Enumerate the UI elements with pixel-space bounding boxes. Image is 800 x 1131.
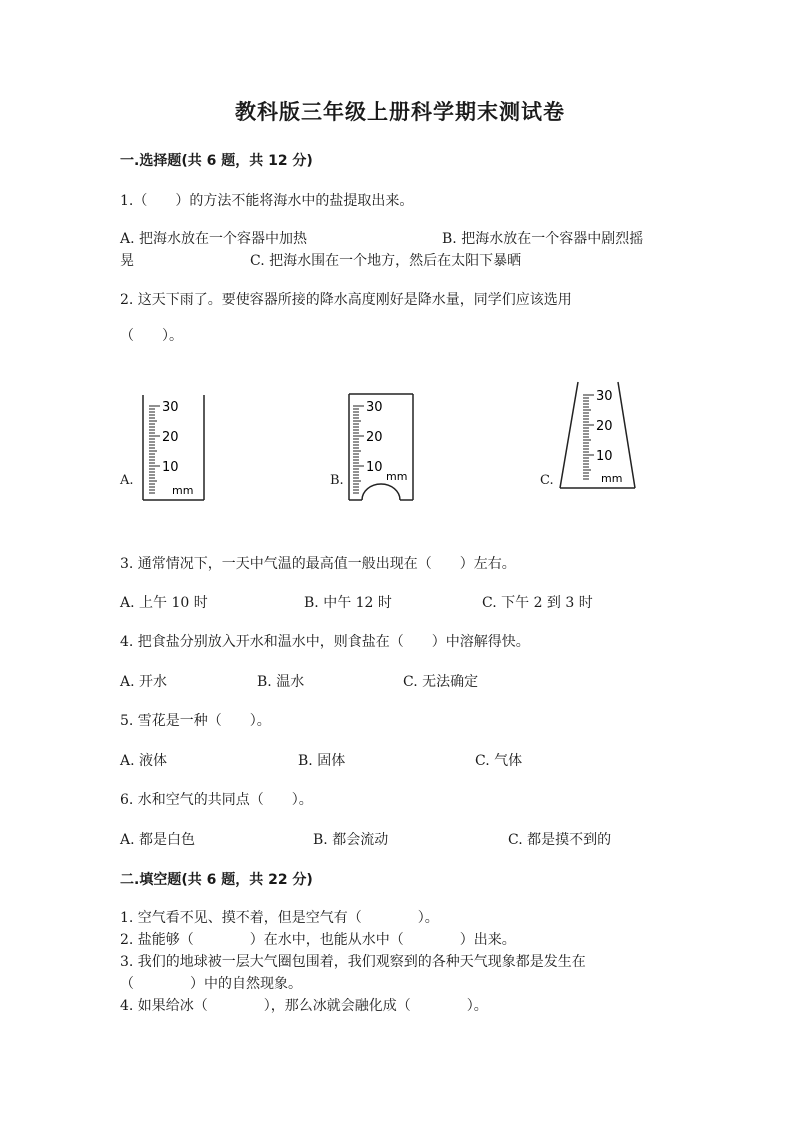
question-4-option-c: C. 无法确定 <box>403 674 479 690</box>
tick-label: 20 <box>162 430 179 445</box>
fill-question-3-continued: （ ）中的自然现象。 <box>120 976 302 992</box>
tick-label: 30 <box>596 389 613 404</box>
section-heading-fill-blank: 二.填空题(共 6 题，共 22 分) <box>120 872 313 888</box>
figure-b-label: B. <box>330 473 344 488</box>
question-3-option-c: C. 下午 2 到 3 时 <box>482 595 593 611</box>
figure-c-label: C. <box>540 473 554 488</box>
tick-label: 20 <box>366 430 383 445</box>
fill-question-4: 4. 如果给冰（ ），那么冰就会融化成（ ）。 <box>120 998 488 1014</box>
tick-label: 10 <box>366 460 383 475</box>
question-1-option-c: C. 把海水围在一个地方，然后在太阳下暴晒 <box>250 253 522 269</box>
tick-label: 10 <box>162 460 179 475</box>
question-3-stem: 3. 通常情况下，一天中气温的最高值一般出现在（ ）左右。 <box>120 556 516 572</box>
question-6-stem: 6. 水和空气的共同点（ ）。 <box>120 792 313 808</box>
page-title: 教科版三年级上册科学期末测试卷 <box>235 100 565 124</box>
question-2-stem: 2. 这天下雨了。要使容器所接的降水高度刚好是降水量，同学们应该选用 <box>120 292 572 308</box>
question-4-option-b: B. 温水 <box>257 674 305 690</box>
rain-gauge-cylinder-figure <box>138 390 218 505</box>
tick-label: 30 <box>366 400 383 415</box>
unit-label: mm <box>172 484 194 497</box>
question-5-option-c: C. 气体 <box>475 753 523 769</box>
question-1-option-a: A. 把海水放在一个容器中加热 <box>120 231 308 247</box>
fill-question-1: 1. 空气看不见、摸不着，但是空气有（ ）。 <box>120 910 439 926</box>
question-3-option-a: A. 上午 10 时 <box>120 595 208 611</box>
question-6-option-c: C. 都是摸不到的 <box>508 832 612 848</box>
question-6-option-b: B. 都会流动 <box>313 832 389 848</box>
unit-label: mm <box>601 472 623 485</box>
question-5-stem: 5. 雪花是一种（ ）。 <box>120 713 271 729</box>
tick-label: 20 <box>596 419 613 434</box>
fill-question-2: 2. 盐能够（ ）在水中，也能从水中（ ）出来。 <box>120 932 516 948</box>
unit-label: mm <box>386 470 408 483</box>
fill-question-3: 3. 我们的地球被一层大气圈包围着，我们观察到的各种天气现象都是发生在 <box>120 954 586 970</box>
question-4-stem: 4. 把食盐分别放入开水和温水中，则食盐在（ ）中溶解得快。 <box>120 634 530 650</box>
question-5-option-a: A. 液体 <box>120 753 168 769</box>
question-6-option-a: A. 都是白色 <box>120 832 196 848</box>
question-1-stem: 1.（ ）的方法不能将海水中的盐提取出来。 <box>120 193 414 209</box>
rain-gauge-tapered-figure <box>556 378 640 496</box>
tick-label: 10 <box>596 449 613 464</box>
question-4-option-a: A. 开水 <box>120 674 168 690</box>
tick-label: 30 <box>162 400 179 415</box>
question-1-option-b-continued: 晃 <box>120 253 134 269</box>
rain-gauge-arched-bottom-figure <box>344 388 424 506</box>
question-2-stem-continued: （ ）。 <box>120 328 183 344</box>
question-5-option-b: B. 固体 <box>298 753 346 769</box>
question-1-option-b: B. 把海水放在一个容器中剧烈摇 <box>442 231 644 247</box>
question-3-option-b: B. 中午 12 时 <box>304 595 392 611</box>
figure-a-label: A. <box>120 473 134 488</box>
section-heading-choice: 一.选择题(共 6 题，共 12 分) <box>120 153 313 169</box>
